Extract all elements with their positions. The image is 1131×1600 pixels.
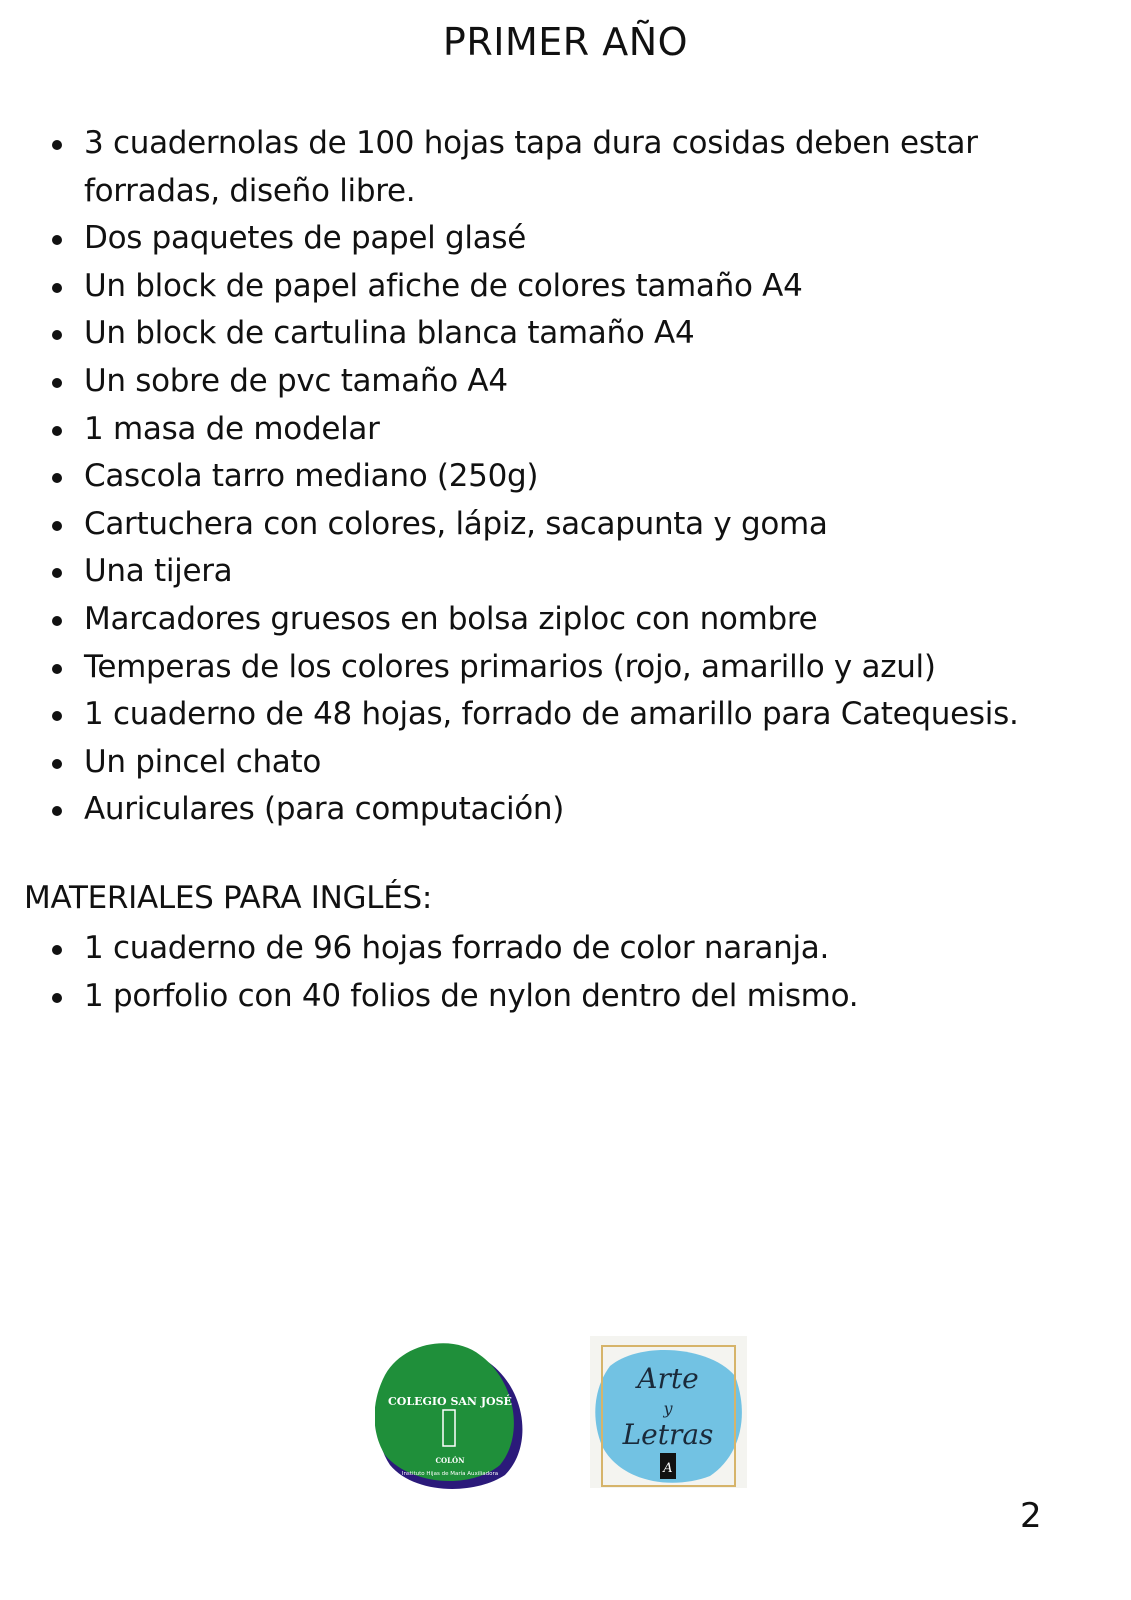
arte-y-letras-logo xyxy=(590,1336,747,1488)
school-logo-city: COLÓN xyxy=(435,1456,465,1465)
list-item: Marcadores gruesos en bolsa ziploc con nombre xyxy=(0,596,1100,644)
list-item: 1 porfolio con 40 folios de nylon dentro del mismo. xyxy=(0,973,1100,1021)
materials-list xyxy=(0,120,1100,834)
school-logo-arc: COLEGIO SAN JOSÉ xyxy=(388,1395,512,1408)
page-title: PRIMER AÑO xyxy=(442,20,689,64)
list-item: Un block de cartulina blanca tamaño A4 xyxy=(0,310,1100,358)
list-item: Una tijera xyxy=(0,548,1100,596)
list-item: Cartuchera con colores, lápiz, sacapunta y goma xyxy=(0,501,1100,549)
list-item: Dos paquetes de papel glasé xyxy=(0,215,1100,263)
list-item: Un pincel chato xyxy=(0,739,1100,787)
arte-logo-line3: Letras xyxy=(622,1418,714,1451)
list-item: Auriculares (para computación) xyxy=(0,786,1100,834)
list-item: Un block de papel afiche de colores tamaño A4 xyxy=(0,263,1100,311)
page-number: 2 xyxy=(1020,1496,1042,1536)
english-heading: MATERIALES PARA INGLÉS: xyxy=(24,880,433,916)
list-item: 1 cuaderno de 48 hojas, forrado de amarillo para Catequesis. xyxy=(0,691,1100,739)
arte-logo-line1: Arte xyxy=(637,1362,699,1395)
arte-logo-badge: A xyxy=(663,1461,673,1476)
arte-logo-line2: y xyxy=(663,1399,673,1418)
list-item: 1 cuaderno de 96 hojas forrado de color naranja. xyxy=(0,925,1100,973)
list-item: Un sobre de pvc tamaño A4 xyxy=(0,358,1100,406)
list-item: 1 masa de modelar xyxy=(0,406,1100,454)
list-item: 3 cuadernolas de 100 hojas tapa dura cosidas deben estar forradas, diseño libre. xyxy=(0,120,1100,215)
school-logo xyxy=(375,1335,535,1495)
list-item: Temperas de los colores primarios (rojo, amarillo y azul) xyxy=(0,644,1100,692)
school-logo-subtitle: Instituto Hijas de María Auxiliadora xyxy=(401,1471,499,1477)
list-item: Cascola tarro mediano (250g) xyxy=(0,453,1100,501)
english-materials-list xyxy=(0,925,1100,1020)
